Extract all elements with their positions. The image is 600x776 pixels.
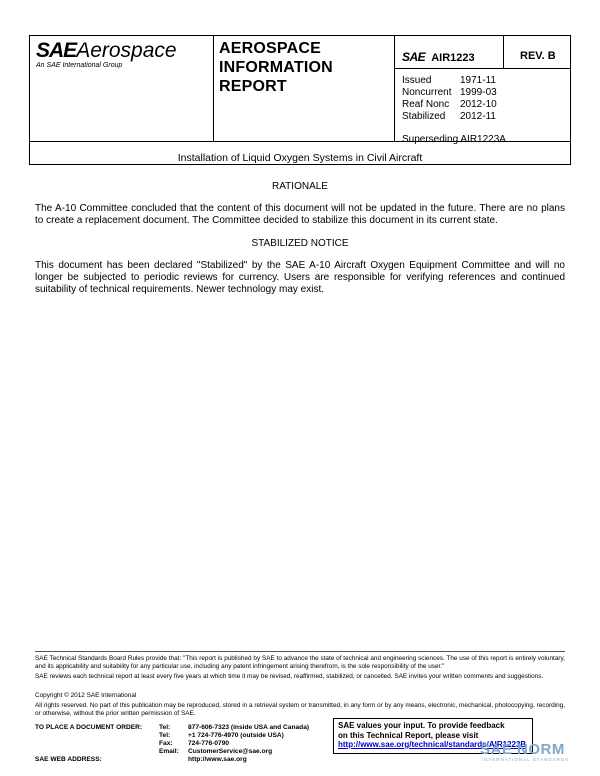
stabilized-heading: STABILIZED NOTICE	[251, 238, 349, 249]
web-address-link[interactable]: http://www.sae.org	[188, 756, 247, 763]
footer-divider	[35, 651, 565, 652]
date-row	[402, 99, 497, 111]
logo-subtitle: An SAE International Group	[36, 62, 123, 69]
header-divider	[213, 36, 214, 141]
date-label: Reaf Nonc	[402, 99, 450, 110]
date-row	[402, 75, 497, 87]
footer-review-text: SAE reviews each technical report at least every five years at which time it may be revised, reaffirmed, stabilized, or cancelled. SAE invites your written comments and suggestions.	[35, 673, 544, 680]
contact-type: Email:	[159, 748, 179, 755]
contact-value: 877-606-7323 (inside USA and Canada)	[188, 724, 310, 731]
document-header	[29, 35, 571, 165]
document-title: Installation of Liquid Oxygen Systems in Civil Aircraft	[177, 152, 423, 164]
date-value: 1971-11	[460, 75, 496, 86]
contact-email-link[interactable]: CustomerService@sae.org	[188, 748, 273, 755]
document-number	[402, 50, 475, 64]
contact-type: Fax:	[159, 740, 173, 747]
revision-label: REV. B	[520, 50, 556, 62]
date-label: Noncurrent	[402, 87, 452, 98]
date-row	[402, 111, 497, 123]
date-block	[402, 75, 497, 123]
watermark-subtitle: INTERNATIONAL STANDARDS	[482, 757, 570, 762]
order-label: TO PLACE A DOCUMENT ORDER:	[35, 724, 143, 731]
feedback-link[interactable]: http://www.sae.org/technical/standards/AIR1223B	[338, 740, 527, 749]
header-divider	[394, 36, 395, 141]
feedback-line: on this Technical Report, please visit	[338, 730, 479, 740]
document-type	[219, 39, 333, 96]
doc-type-line: INFORMATION	[219, 59, 333, 76]
contact-type: Tel:	[159, 732, 171, 739]
logo-sae-text: SAE	[36, 39, 77, 62]
sae-norm-watermark: SAE NORM	[480, 741, 565, 758]
footer-rights-text: All rights reserved. No part of this publication may be reproduced, stored in a retrieval system or transmitted, in any form or by any means, electronic, mechanical, photocopying, recording, or otherwise, without the prior written permission of SAE.	[35, 702, 565, 717]
doc-type-line: REPORT	[219, 78, 287, 95]
footer-copyright: Copyright © 2012 SAE International	[35, 692, 137, 699]
contact-value: +1 724-776-4970 (outside USA)	[188, 732, 284, 739]
web-address-label: SAE WEB ADDRESS:	[35, 756, 102, 763]
superseding-note: Superseding AIR1223A	[402, 134, 506, 145]
date-value: 2012-11	[460, 111, 496, 122]
feedback-line: SAE values your input. To provide feedback	[338, 721, 505, 730]
doc-number-value: AIR1223	[431, 52, 475, 64]
rationale-text: The A-10 Committee concluded that the content of this document will not be updated in the future. There are no plans to create a replacement document. The Committee decided to stabilize this document in its current state.	[35, 203, 565, 226]
header-rule	[394, 68, 571, 69]
footer-rules-text: SAE Technical Standards Board Rules provide that: "This report is published by SAE to advance the state of technical and engineering sciences. The use of this report is entirely voluntary, and its applicability and suitability for any particular use, including any patent infringement arising therefrom, is the sole responsibility of the user."	[35, 655, 565, 670]
date-label: Issued	[402, 75, 432, 86]
doc-type-line: AEROSPACE	[219, 40, 321, 57]
date-label: Stabilized	[402, 111, 446, 122]
contact-type: Tel:	[159, 724, 171, 731]
stabilized-text: This document has been declared "Stabilized" by the SAE A-10 Aircraft Oxygen Equipment Committee and will no longer be subjected to periodic reviews for currency. Users are responsible for verifying references and continued suitability of technical requirements. Newer technology may exist.	[35, 260, 565, 295]
sae-mini-logo: SAE	[402, 50, 426, 64]
date-row	[402, 87, 497, 99]
header-divider	[503, 36, 504, 68]
date-value: 1999-03	[460, 87, 497, 98]
sae-aerospace-logo	[36, 40, 177, 69]
rationale-heading: RATIONALE	[272, 181, 328, 192]
logo-aerospace-text: Aerospace	[76, 39, 177, 62]
date-value: 2012-10	[460, 99, 497, 110]
contact-value: 724-776-0790	[188, 740, 230, 747]
